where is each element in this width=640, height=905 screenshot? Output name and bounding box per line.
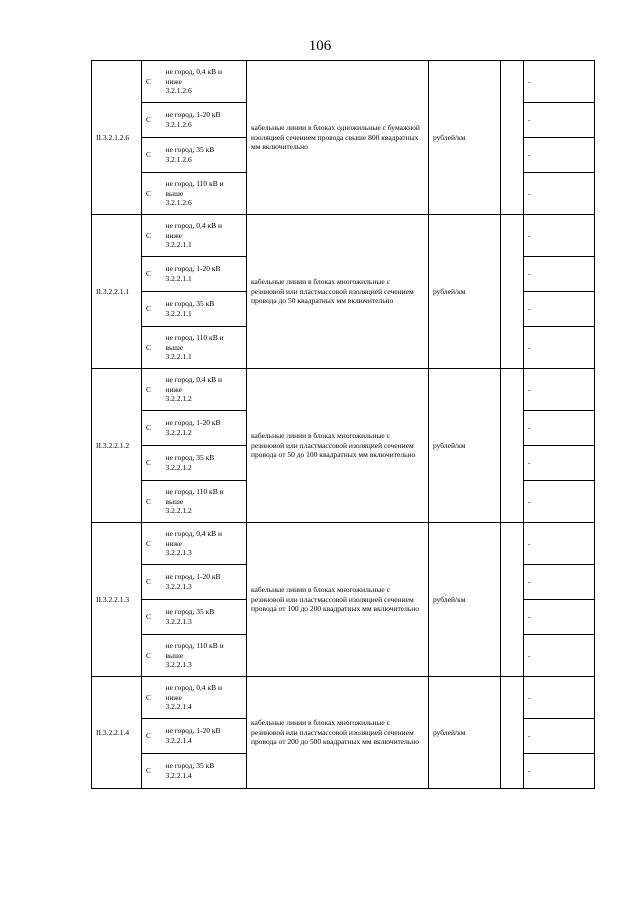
- voltage-cell: [162, 754, 247, 789]
- row-letter-cell: С: [142, 635, 162, 677]
- voltage-cell: [162, 481, 247, 523]
- row-letter-cell: С: [142, 446, 162, 481]
- voltage-line: 3.2.2.1.2: [165, 428, 192, 437]
- value-cell: -: [524, 600, 595, 635]
- group-code-cell: II.3.2.1.2.6: [92, 61, 142, 215]
- group-code-cell: II.3.2.2.1.3: [92, 523, 142, 677]
- row-letter-cell: С: [142, 600, 162, 635]
- value-cell: -: [524, 754, 595, 789]
- tariff-table-body: [92, 61, 595, 789]
- group-empty-cell: [501, 215, 524, 369]
- voltage-line: не город, 35 кВ: [165, 761, 215, 771]
- value-cell: -: [524, 215, 595, 257]
- voltage-line: 3.2.1.2.6: [165, 86, 192, 96]
- voltage-line: не город, 0,4 кВ и: [165, 66, 222, 76]
- group-description-cell: кабельные линии в блоках одножильные с бумажной изоляцией сечением провода свыше 800 квадратных мм включительно: [247, 61, 429, 215]
- group-unit-cell: рублей/км: [429, 61, 501, 215]
- voltage-line: 3.2.2.1.2: [165, 463, 192, 472]
- voltage-line: не город, 110 кВ и: [165, 640, 224, 650]
- row-letter-cell: С: [142, 103, 162, 138]
- voltage-line: не город, 0,4 кВ и: [165, 528, 222, 538]
- voltage-line: не город, 1-20 кВ: [165, 726, 221, 736]
- voltage-line: не город, 35 кВ: [165, 145, 215, 155]
- value-cell: -: [524, 523, 595, 565]
- page-number: 106: [308, 38, 332, 54]
- value-cell: -: [524, 103, 595, 138]
- voltage-cell: [162, 61, 247, 103]
- value-cell: -: [524, 565, 595, 600]
- value-cell: -: [524, 327, 595, 369]
- voltage-line: 3.2.2.1.4: [165, 702, 192, 712]
- value-cell: -: [524, 677, 595, 719]
- table-row: [92, 369, 595, 411]
- table-row: [92, 61, 595, 103]
- row-letter-cell: С: [142, 215, 162, 257]
- voltage-cell: [162, 600, 247, 635]
- voltage-line: выше: [165, 342, 184, 352]
- voltage-cell: [162, 719, 247, 754]
- group-code-cell: II.3.2.2.1.2: [92, 369, 142, 523]
- group-unit-cell: рублей/км: [429, 677, 501, 789]
- voltage-line: 3.2.1.2.6: [165, 155, 192, 164]
- voltage-line: не город, 1-20 кВ: [165, 572, 221, 582]
- voltage-line: не город, 110 кВ и: [165, 332, 224, 342]
- voltage-cell: [162, 369, 247, 411]
- voltage-line: 3.2.2.1.1: [165, 240, 192, 250]
- group-empty-cell: [501, 61, 524, 215]
- voltage-line: ниже: [165, 538, 182, 548]
- voltage-cell: [162, 677, 247, 719]
- voltage-line: 3.2.2.1.4: [165, 771, 192, 780]
- value-cell: -: [524, 411, 595, 446]
- voltage-line: выше: [165, 188, 184, 198]
- group-code-cell: II.3.2.2.1.4: [92, 677, 142, 789]
- voltage-line: не город, 0,4 кВ и: [165, 374, 222, 384]
- voltage-line: ниже: [165, 692, 182, 702]
- row-letter-cell: С: [142, 369, 162, 411]
- voltage-line: 3.2.2.1.2: [165, 506, 192, 516]
- row-letter-cell: С: [142, 411, 162, 446]
- voltage-line: 3.2.2.1.2: [165, 394, 192, 404]
- voltage-line: ниже: [165, 230, 182, 240]
- voltage-line: не город, 35 кВ: [165, 607, 215, 617]
- group-code-cell: II.3.2.2.1.1: [92, 215, 142, 369]
- row-letter-cell: С: [142, 754, 162, 789]
- value-cell: -: [524, 173, 595, 215]
- voltage-line: 3.2.2.1.3: [165, 582, 192, 591]
- voltage-line: не город, 110 кВ и: [165, 178, 224, 188]
- voltage-cell: [162, 138, 247, 173]
- row-letter-cell: С: [142, 719, 162, 754]
- voltage-line: не город, 35 кВ: [165, 453, 215, 463]
- row-letter-cell: С: [142, 327, 162, 369]
- value-cell: -: [524, 138, 595, 173]
- group-unit-cell: рублей/км: [429, 215, 501, 369]
- row-letter-cell: С: [142, 677, 162, 719]
- voltage-line: 3.2.2.1.1: [165, 352, 192, 362]
- voltage-cell: [162, 565, 247, 600]
- group-description-cell: кабельные линии в блоках многожильные с резиновой или пластмассовой изоляцией сечением провода от 100 до 200 квадратных мм включительно: [247, 523, 429, 677]
- group-empty-cell: [501, 369, 524, 523]
- voltage-line: 3.2.2.1.1: [165, 274, 192, 283]
- row-letter-cell: С: [142, 523, 162, 565]
- voltage-line: не город, 0,4 кВ и: [165, 220, 222, 230]
- row-letter-cell: С: [142, 565, 162, 600]
- voltage-line: 3.2.1.2.6: [165, 198, 192, 208]
- value-cell: -: [524, 446, 595, 481]
- group-unit-cell: рублей/км: [429, 523, 501, 677]
- group-description-cell: кабельные линии в блоках многожильные с резиновой или пластмассовой изоляцией сечением провода от 200 до 500 квадратных мм включительно: [247, 677, 429, 789]
- voltage-line: не город, 0,4 кВ и: [165, 682, 222, 692]
- voltage-line: выше: [165, 496, 184, 506]
- voltage-line: 3.2.2.1.4: [165, 736, 192, 745]
- value-cell: -: [524, 719, 595, 754]
- value-cell: -: [524, 292, 595, 327]
- value-cell: -: [524, 635, 595, 677]
- row-letter-cell: С: [142, 61, 162, 103]
- voltage-cell: [162, 327, 247, 369]
- table-row: [92, 215, 595, 257]
- voltage-cell: [162, 446, 247, 481]
- table-row: [92, 677, 595, 719]
- voltage-cell: [162, 411, 247, 446]
- voltage-line: не город, 110 кВ и: [165, 486, 224, 496]
- voltage-cell: [162, 173, 247, 215]
- voltage-line: 3.2.2.1.3: [165, 548, 192, 558]
- voltage-line: не город, 1-20 кВ: [165, 264, 221, 274]
- group-empty-cell: [501, 677, 524, 789]
- row-letter-cell: С: [142, 292, 162, 327]
- group-description-cell: кабельные линии в блоках многожильные с резиновой или пластмассовой изоляцией сечением провода от 50 до 100 квадратных мм включительно: [247, 369, 429, 523]
- voltage-cell: [162, 215, 247, 257]
- voltage-line: 3.2.2.1.3: [165, 660, 192, 670]
- voltage-cell: [162, 103, 247, 138]
- voltage-line: выше: [165, 650, 184, 660]
- group-description-cell: кабельные линии в блоках многожильные с резиновой или пластмассовой изоляцией сечением провода до 50 квадратных мм включительно: [247, 215, 429, 369]
- row-letter-cell: С: [142, 481, 162, 523]
- voltage-line: не город, 1-20 кВ: [165, 110, 221, 120]
- voltage-line: 3.2.2.1.3: [165, 617, 192, 626]
- voltage-line: не город, 1-20 кВ: [165, 418, 221, 428]
- voltage-cell: [162, 523, 247, 565]
- value-cell: -: [524, 481, 595, 523]
- value-cell: -: [524, 257, 595, 292]
- voltage-line: 3.2.2.1.1: [165, 309, 192, 318]
- voltage-line: 3.2.1.2.6: [165, 120, 192, 129]
- row-letter-cell: С: [142, 138, 162, 173]
- value-cell: -: [524, 369, 595, 411]
- tariff-table: [91, 60, 595, 789]
- voltage-line: ниже: [165, 384, 182, 394]
- group-empty-cell: [501, 523, 524, 677]
- voltage-cell: [162, 635, 247, 677]
- table-row: [92, 523, 595, 565]
- voltage-cell: [162, 292, 247, 327]
- voltage-line: ниже: [165, 76, 182, 86]
- value-cell: -: [524, 61, 595, 103]
- voltage-cell: [162, 257, 247, 292]
- row-letter-cell: С: [142, 173, 162, 215]
- row-letter-cell: С: [142, 257, 162, 292]
- group-unit-cell: рублей/км: [429, 369, 501, 523]
- voltage-line: не город, 35 кВ: [165, 299, 215, 309]
